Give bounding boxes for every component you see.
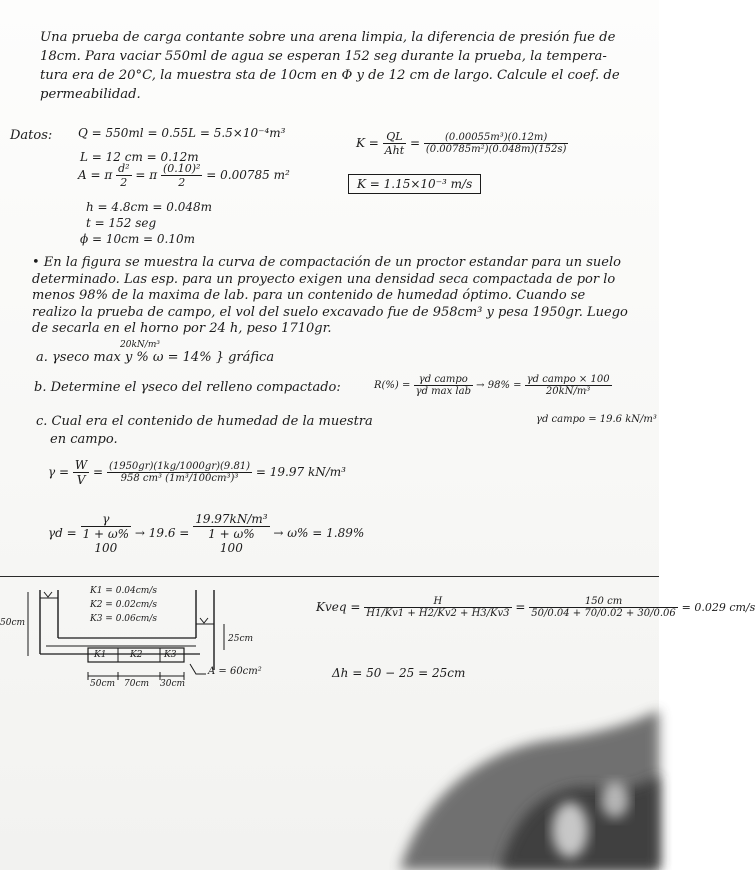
diagram-left-height: 50cm	[0, 618, 26, 628]
scan-shadow	[360, 680, 659, 870]
part-b-result: γd campo = 19.6 kN/m³	[536, 414, 657, 425]
diagram-len3: 30cm	[160, 679, 186, 689]
diagram-len2: 70cm	[124, 679, 150, 689]
datos-h: h = 4.8cm = 0.048m	[86, 200, 213, 214]
datos-label: Datos:	[10, 128, 53, 143]
part-c-line1: c. Cual era el contenido de humedad de la muestra	[36, 414, 373, 429]
keq-formula: Kveq = $\frac{H}{H1/Kv1 + H2/Kv2 + H3/Kv3}$ = $\frac{150 cm}{50/0.04 + 70/0.02 + 30/0.06}$ = 0.029 cm/s	[316, 596, 755, 619]
delta-h: Δh = 50 − 25 = 25cm	[332, 666, 466, 680]
part-a-sup: 20kN/m³	[120, 340, 160, 350]
diagram-k3: K3 = 0.06cm/s	[90, 614, 157, 624]
problem2-statement: • En la figura se muestra la curva de compactación de un proctor estandar para un suelo determinado. Las esp. para un proyecto exigen una densidad seca compactada de por lo menos 98% de la maxima de lab. para un contenido de humedad óptimo. Cuando se realizo la prueba de campo, el vol del suelo excavado fue de 958cm³ y pesa 1950gr. Luego de secarla en el horno por 24 h, peso 1710gr.	[32, 255, 628, 336]
datos-phi: ϕ = 10cm = 0.10m	[80, 232, 196, 246]
diagram-cell-k2: K2	[130, 650, 143, 660]
datos-q: Q = 550ml = 0.55L = 5.5×10⁻⁴m³	[78, 126, 286, 140]
diagram-cell-k1: K1	[94, 650, 107, 660]
datos-t: t = 152 seg	[86, 216, 157, 230]
diagram-k1: K1 = 0.04cm/s	[90, 586, 157, 596]
k-result: K = 1.15×10⁻³ m/s	[348, 174, 481, 194]
k-formula: K = $\frac{QL}{\text{Aht}}$ = $\frac{\text{(0.00055m³)(0.12m)}}{\text{(0.00785m²)(0.048m)(152s)}}$	[356, 130, 567, 157]
datos-l: L = 12 cm = 0.12m	[80, 150, 199, 164]
problem1-statement: Una prueba de carga contante sobre una arena limpia, la diferencia de presión fue de 18cm. Para vaciar 550ml de agua se esperan 152 seg durante la prueba, la tempera-tura era de 20°C, la muestra sta de 10cm en Φ y de 12 cm de largo. Calcule el coef. de permeabilidad.	[40, 30, 620, 102]
diagram-right-height: 25cm	[228, 634, 254, 644]
part-a: a. 20kN/m³ γseco max y % ω = 14% } gráfica	[36, 340, 275, 365]
section-divider	[0, 576, 659, 577]
diagram-len1: 50cm	[90, 679, 116, 689]
diagram-cell-k3: K3	[164, 650, 177, 660]
gamma-equation: γ = $\frac{W}{V}$ = $\frac{(1950gr)(1kg/1000gr)(9.81)}{\text{958 cm³ (1m³/100cm³)³}}$ = 19.97 kN/m³	[48, 458, 346, 487]
gamma-d-equation: γd = γ 1 + ω% 100 → 19.6 = 19.97kN/m³ 1 + ω% 100 → ω% = 1.89%	[48, 512, 365, 555]
diagram-k2: K2 = 0.02cm/s	[90, 600, 157, 610]
datos-area: A = π $\frac{\text{d²}}{2}$ = π $\frac{\text{(0.10)²}}{2}$ = 0.00785 m²	[78, 162, 290, 189]
part-c-line2: en campo.	[50, 432, 118, 447]
part-b: b. Determine el γseco del relleno compactado:	[34, 380, 341, 395]
part-b-formula: R(%) = $\frac{\text{γd campo}}{\text{γd max lab}}$ → 98% = $\frac{\text{γd campo × 100}}{\text{20kN/m³}}$	[374, 374, 610, 397]
diagram-area: A = 60cm²	[208, 666, 262, 677]
